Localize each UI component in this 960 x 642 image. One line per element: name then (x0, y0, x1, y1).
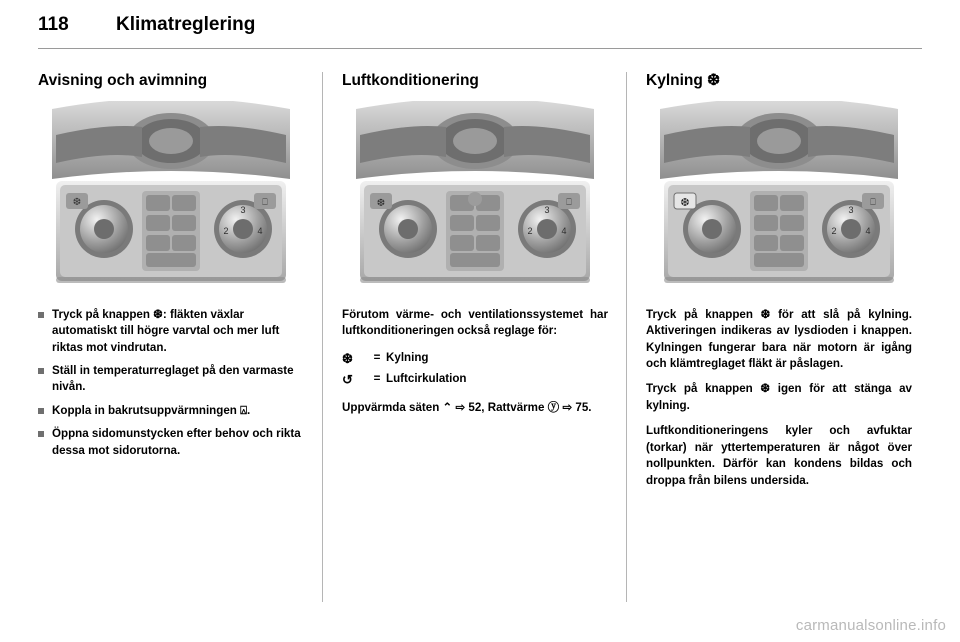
svg-text:4: 4 (561, 225, 567, 236)
cooling-paragraph-1: Tryck på knappen ❆ för att slå på kylning. Aktiveringen indikeras av lysdioden i knappen. Kylningen fungerar bara när motorn är igång och klämtreglaget fläkt är påslagen. (646, 307, 912, 370)
svg-text:❆: ❆ (376, 197, 386, 209)
column-cooling (646, 72, 912, 498)
section-title-defrost: Avisning och avimning (38, 72, 208, 89)
watermark: carmanualsonline.info (795, 617, 946, 634)
svg-text:4: 4 (865, 225, 871, 236)
column-defrost (38, 72, 304, 466)
svg-text:3: 3 (240, 204, 246, 215)
svg-text:2: 2 (223, 225, 229, 236)
legend-row-cooling (342, 349, 608, 369)
svg-text:2: 2 (527, 225, 533, 236)
column-divider-2 (626, 72, 627, 602)
climate-control-panel-cooling (646, 101, 912, 293)
legend-equals: = (373, 350, 381, 364)
column-air-conditioning (342, 72, 608, 425)
page-number: 118 (38, 14, 69, 35)
recirculation-icon: ↺ (342, 372, 353, 387)
svg-text:3: 3 (848, 204, 854, 215)
svg-text:⎕: ⎕ (262, 196, 268, 207)
svg-text:3: 3 (544, 204, 550, 215)
legend-label: Luftcirkulation (386, 372, 467, 385)
svg-text:❆: ❆ (680, 196, 690, 209)
svg-text:⎕: ⎕ (870, 196, 876, 207)
cooling-paragraph-3: Luftkonditioneringens kyler och avfuktar (torkar) när yttertemperaturen är något över nollpunkten. Därför kan kondens bildas och droppa från bilens undersida. (646, 424, 912, 487)
climate-control-panel-auto-defrost (38, 101, 304, 293)
header-divider (38, 48, 922, 49)
list-item: Tryck på knappen ❆: fläkten växlar automatiskt till högre varvtal och mer luft riktas mot vindrutan. (38, 307, 304, 356)
legend-label: Kylning (386, 350, 429, 364)
svg-text:❆: ❆ (72, 196, 82, 208)
legend-row-recirculation (342, 370, 608, 390)
climate-control-panel-air-conditioning (342, 101, 608, 293)
legend-equals: = (373, 372, 381, 385)
list-item: Ställ in temperaturreglaget på den varmaste nivån. (38, 363, 304, 396)
svg-text:⎕: ⎕ (566, 196, 572, 207)
column-divider-1 (322, 72, 323, 602)
ac-cross-reference: Uppvärmda säten ⌃ ⇨ 52, Rattvärme ⓨ ⇨ 75. (342, 400, 592, 414)
snowflake-icon: ❆ (342, 350, 353, 366)
chapter-title: Klimatreglering (116, 14, 256, 35)
ac-intro-paragraph: Förutom värme- och ventilationssystemet har luftkonditioneringen också reglage för: (342, 307, 608, 338)
section-title-air-conditioning: Luftkonditionering (342, 72, 479, 89)
defrost-steps-list (38, 307, 304, 460)
section-title-cooling: Kylning ❆ (646, 72, 721, 89)
list-item: Koppla in bakrutsuppvärmningen ⍓. (38, 403, 304, 419)
cooling-paragraph-2: Tryck på knappen ❆ igen för att stänga av kylning. (646, 382, 912, 412)
svg-text:2: 2 (831, 225, 837, 236)
svg-text:4: 4 (257, 225, 263, 236)
list-item: Öppna sidomunstycken efter behov och rikta dessa mot sidorutorna. (38, 426, 304, 459)
ac-controls-legend (342, 349, 608, 390)
